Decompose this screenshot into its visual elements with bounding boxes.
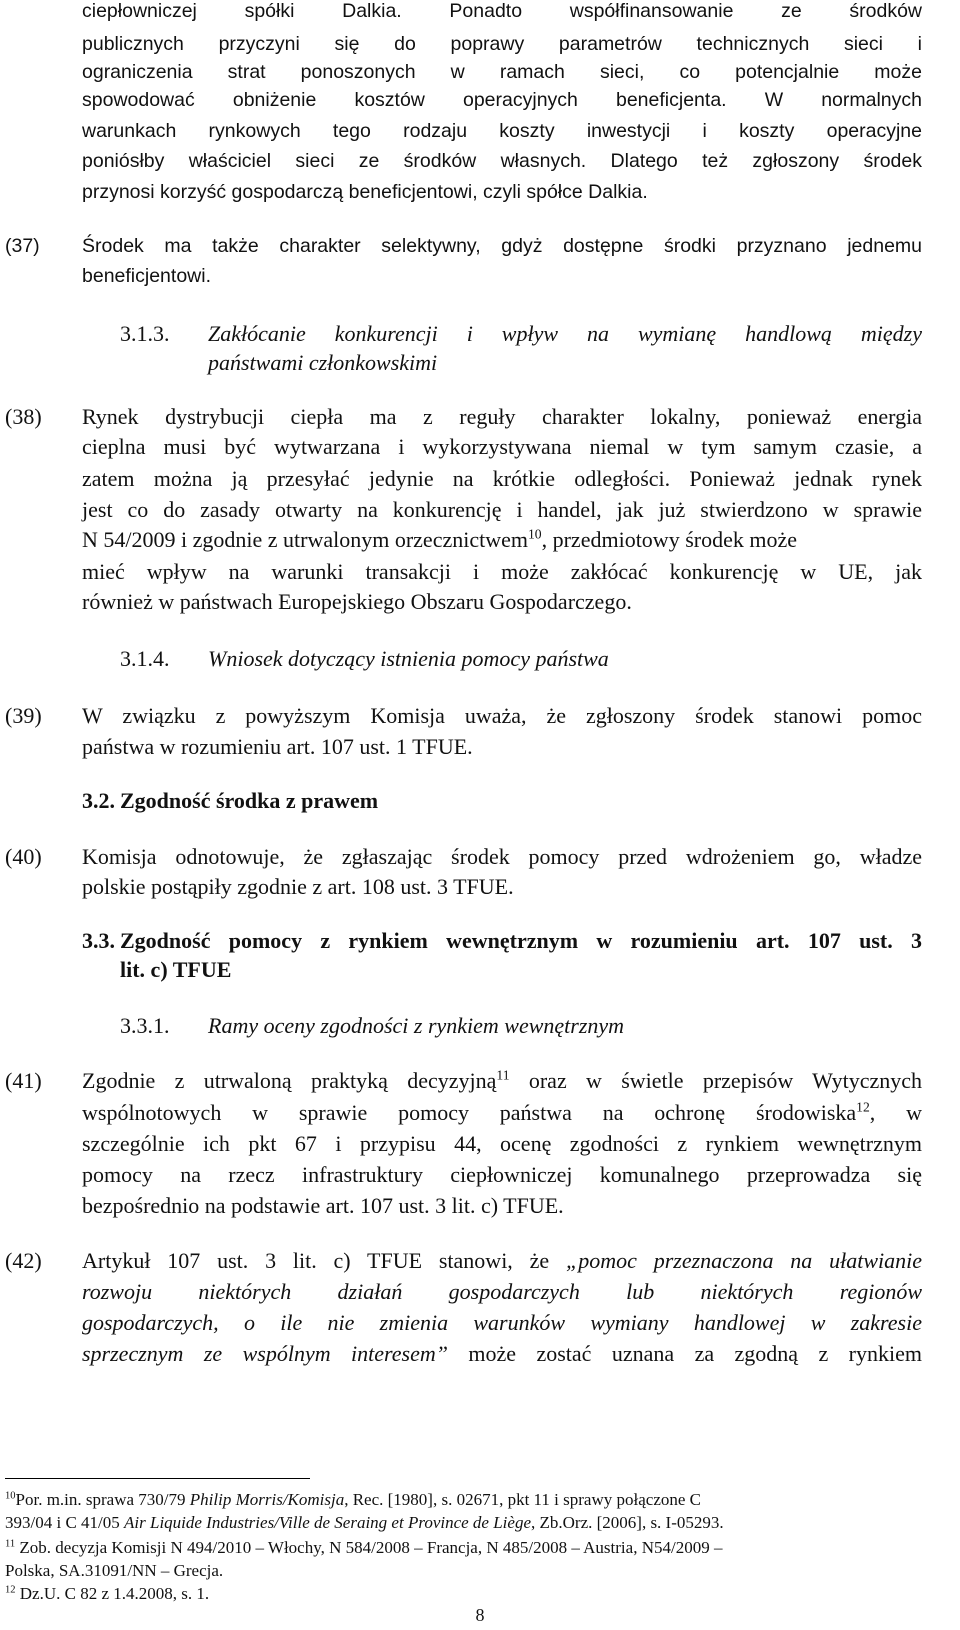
text-span: Dz.U. C 82 z 1.4.2008, s. 1. [15,1584,210,1603]
text-span: oraz w świetle przepisów Wytycznych [509,1068,923,1093]
footnote-10 [5,1490,701,1510]
text-line: również w państwach Europejskiego Obszaru Gospodarczego. [82,589,632,614]
footnote-11 [5,1538,722,1558]
text-line: ciepłowniczej spółki Dalkia. Ponadto współfinansowanie ze środków [82,0,922,22]
paragraph-number: (42) [5,1248,42,1273]
text-line: W związku z powyższym Komisja uważa, że zgłoszony środek stanowi pomoc [82,703,922,728]
text-line: przynosi korzyść gospodarczą beneficjentowi, czyli spółce Dalkia. [82,181,648,203]
text-span: Artykuł 107 ust. 3 lit. c) TFUE stanowi, że [82,1248,566,1273]
text-span: N 54/2009 i zgodnie z utrwalonym orzecznictwem [82,527,528,552]
text-line: poniósłby właściciel sieci ze środków własnych. Dlatego też zgłoszony środek [82,150,922,172]
text-span: , w [869,1100,923,1125]
text-line: gospodarczych, o ile nie zmienia warunków wymiany handlowej w zakresie [82,1310,922,1335]
paragraph-number: (37) [5,235,40,257]
text-span: 393/04 i C 41/05 [5,1513,125,1532]
text-span: , Rec. [1980], s. 02671, pkt 11 i sprawy połączone C [344,1490,701,1509]
text-line: publicznych przyczyni się do poprawy parametrów technicznych sieci i [82,33,922,55]
quoted-text: sprzecznym ze wspólnym interesem” [82,1341,448,1366]
heading-title: Ramy oceny zgodności z rynkiem wewnętrznym [208,1013,625,1038]
text-line [82,1341,922,1367]
footnote-number: 11 [5,1538,16,1550]
heading-title: lit. c) TFUE [120,957,232,982]
text-line: ograniczenia strat ponoszonych w ramach sieci, co potencjalnie może [82,61,922,83]
footnote-11-cont: Polska, SA.31091/NN – Grecja. [5,1561,224,1580]
text-line: beneficjentowi. [82,265,211,287]
text-line: warunkach rynkowych tego rodzaju koszty inwestycji i koszty operacyjne [82,120,922,142]
text-line: spowodować obniżenie kosztów operacyjnych beneficjenta. W normalnych [82,89,922,111]
footnote-12 [5,1584,209,1604]
heading-title: Zgodność pomocy z rynkiem wewnętrznym w rozumieniu art. 107 ust. 3 [120,928,922,953]
text-line: polskie postąpiły zgodnie z art. 108 ust. 3 TFUE. [82,874,514,899]
heading-title: Zakłócanie konkurencji i wpływ na wymianę handlową między [208,321,922,346]
text-line [82,1100,922,1126]
text-line: rozwoju niektórych działań gospodarczych lub niektórych regionów [82,1279,922,1304]
paragraph-number: (38) [5,404,42,429]
heading-title: Wniosek dotyczący istnienia pomocy państwa [208,646,609,671]
page-number: 8 [475,1605,485,1625]
text-line: pomocy na rzecz infrastruktury ciepłowniczej komunalnego przeprowadza się [82,1162,922,1187]
footnote-number: 12 [5,1584,16,1596]
text-line: Komisja odnotowuje, że zgłaszając środek pomocy przed wdrożeniem go, władze [82,844,922,869]
footnote-ref-11[interactable]: 11 [496,1067,510,1083]
text-span: może zostać uznana za zgodną z rynkiem [447,1341,923,1366]
case-name: Air Liquide Industries/Ville de Seraing et Province de Liège [124,1513,531,1532]
paragraph-number: (41) [5,1068,42,1093]
heading-number: 3.3.1. [120,1013,170,1038]
heading-number: 3.2. [82,788,115,813]
text-line: szczególnie ich pkt 67 i przypisu 44, ocenę zgodności z rynkiem wewnętrznym [82,1131,922,1156]
footnote-ref-12[interactable]: 12 [856,1099,870,1115]
text-span: , Zb.Orz. [2006], s. I-05293. [531,1513,724,1532]
heading-number: 3.1.4. [120,646,170,671]
text-span: Zob. decyzja Komisji N 494/2010 – Włochy, N 584/2008 – Francja, N 485/2008 – Austria, N54/2009 – [15,1538,723,1557]
heading-title: państwami członkowskimi [208,350,438,375]
footnote-10-cont [5,1513,724,1533]
text-line: cieplna musi być wytwarzana i wykorzystywana niemal w tym samym czasie, a [82,434,922,459]
text-span: Zgodnie z utrwaloną praktyką decyzyjną [82,1068,497,1093]
footnote-separator [5,1478,310,1479]
case-name: Philip Morris/Komisja [189,1490,345,1509]
text-span: Por. m.in. sprawa 730/79 [15,1490,190,1509]
paragraph-number: (39) [5,703,42,728]
quoted-text: „pomoc przeznaczona na ułatwianie [565,1248,922,1273]
heading-number: 3.1.3. [120,321,170,346]
text-line: państwa w rozumieniu art. 107 ust. 1 TFUE. [82,734,473,759]
text-line: Rynek dystrybucji ciepła ma z reguły charakter lokalny, ponieważ energia [82,404,922,429]
text-line: mieć wpływ na warunki transakcji i może zakłócać konkurencję w UE, jak [82,559,922,584]
text-line [82,527,797,553]
text-line: jest co do zasady otwarty na konkurencję i handel, jak już stwierdzono w sprawie [82,497,922,522]
heading-number: 3.3. [82,928,115,953]
text-line: zatem można ją przesyłać jedynie na krótkie odległości. Ponieważ jednak rynek [82,466,922,491]
text-line: bezpośrednio na podstawie art. 107 ust. 3 lit. c) TFUE. [82,1193,564,1218]
text-line [82,1248,922,1274]
footnote-ref-10[interactable]: 10 [527,526,542,542]
text-span: wspólnotowych w sprawie pomocy państwa na ochronę środowiska [82,1100,857,1125]
heading-title: Zgodność środka z prawem [120,788,379,813]
text-span: , przedmiotowy środek może [541,527,797,552]
paragraph-number: (40) [5,844,42,869]
footnote-number: 10 [5,1490,16,1502]
text-line: Środek ma także charakter selektywny, gdyż dostępne środki przyznano jednemu [82,235,922,257]
text-line [82,1068,922,1094]
